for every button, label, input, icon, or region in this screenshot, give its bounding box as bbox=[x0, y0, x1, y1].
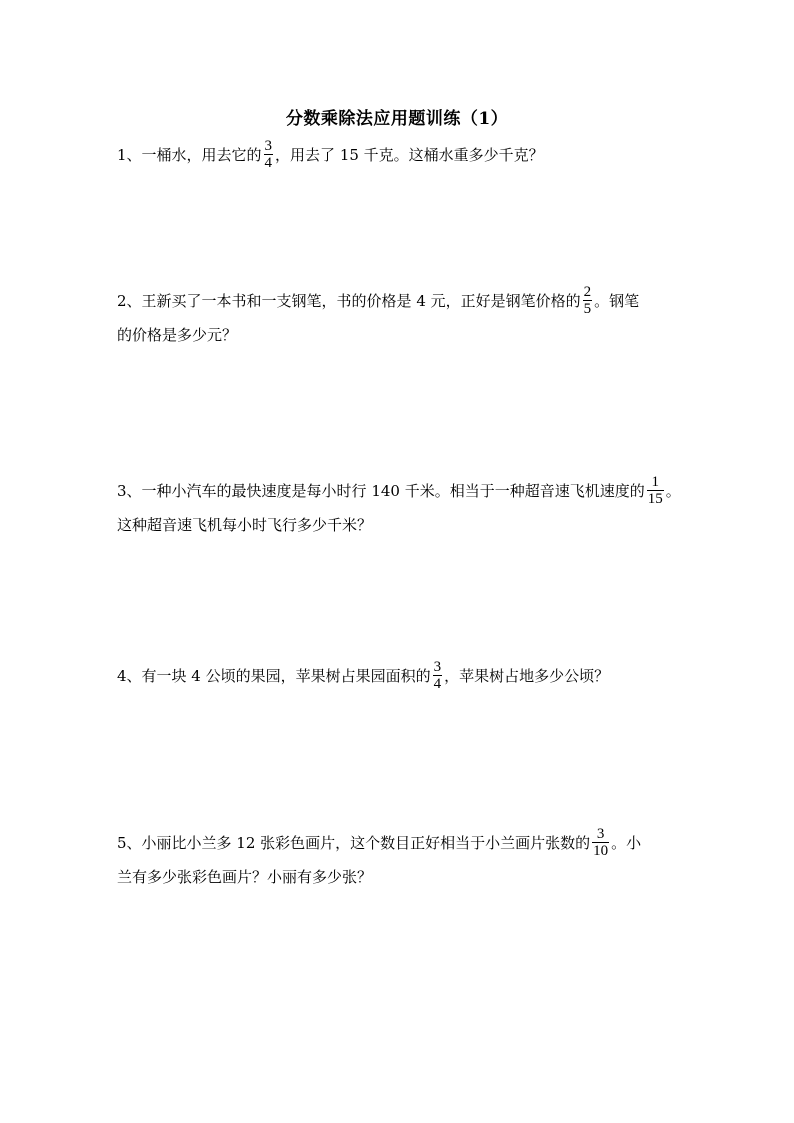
fraction-numerator: 3 bbox=[264, 137, 273, 154]
problem-4 bbox=[117, 659, 687, 693]
problem-3-line-2: 这种超音速飞机每小时飞行多少千米？ bbox=[117, 516, 373, 534]
fraction-numerator: 1 bbox=[647, 474, 664, 491]
problem-4-text-after: ，苹果树占地多少公顷？ bbox=[444, 667, 610, 685]
problem-3-fraction bbox=[647, 474, 664, 507]
problem-1 bbox=[117, 138, 687, 172]
fraction-denominator: 15 bbox=[647, 490, 663, 507]
problem-3-text-after: 。 bbox=[665, 482, 681, 500]
problem-5-line-1 bbox=[117, 826, 687, 860]
problem-5-text-after: 。小 bbox=[611, 834, 642, 852]
fraction-numerator: 2 bbox=[583, 283, 592, 300]
problem-5 bbox=[117, 826, 687, 894]
problem-3-text-before: 3、一种小汽车的最快速度是每小时行 140 千米。相当于一种超音速飞机速度的 bbox=[117, 482, 645, 500]
problem-5-line-2: 兰有多少张彩色画片？小丽有多少张？ bbox=[117, 868, 373, 886]
problem-2 bbox=[117, 284, 687, 352]
problem-4-text-before: 4、有一块 4 公顷的果园，苹果树占果园面积的 bbox=[117, 667, 431, 685]
problem-5-text-before: 5、小丽比小兰多 12 张彩色画片，这个数目正好相当于小兰画片张数的 bbox=[117, 834, 591, 852]
problem-1-line-1 bbox=[117, 138, 687, 172]
problem-3-line-1 bbox=[117, 474, 687, 508]
problem-4-line-1 bbox=[117, 659, 687, 693]
problem-5-fraction bbox=[592, 826, 609, 859]
worksheet-title: 分数乘除法应用题训练（1） bbox=[285, 109, 509, 129]
problem-1-text-after: ，用去了 15 千克。这桶水重多少千克？ bbox=[275, 146, 544, 164]
problem-2-text-before: 2、王新买了一本书和一支钢笔，书的价格是 4 元，正好是钢笔价格的 bbox=[117, 292, 581, 310]
fraction-numerator: 3 bbox=[592, 826, 609, 843]
fraction-denominator: 5 bbox=[583, 300, 592, 317]
problem-3 bbox=[117, 474, 687, 542]
fraction-denominator: 10 bbox=[593, 842, 609, 859]
problem-4-fraction bbox=[433, 659, 443, 692]
problem-2-text-after: 。钢笔 bbox=[594, 292, 640, 310]
problem-2-line-2: 的价格是多少元？ bbox=[117, 326, 238, 344]
problem-1-text-before: 1、一桶水，用去它的 bbox=[117, 146, 262, 164]
problem-2-line-1 bbox=[117, 284, 687, 318]
fraction-numerator: 3 bbox=[433, 658, 442, 675]
fraction-denominator: 4 bbox=[264, 154, 273, 171]
problem-2-fraction bbox=[583, 284, 593, 317]
problem-1-fraction bbox=[264, 138, 274, 171]
fraction-denominator: 4 bbox=[433, 675, 442, 692]
